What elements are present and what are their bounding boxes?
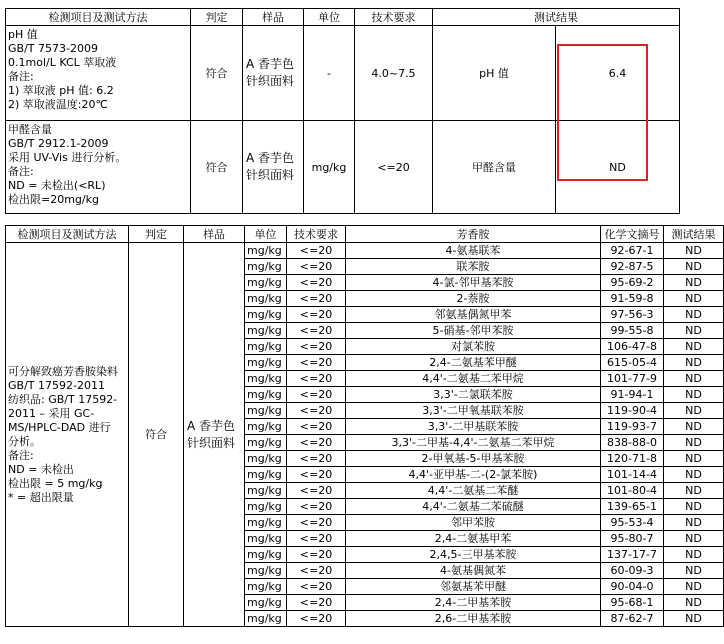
result-cell: ND	[664, 579, 724, 595]
header-result: 测试结果	[664, 226, 724, 243]
cas-cell: 838-88-0	[601, 435, 664, 451]
amine-cell: 4,4'-二氨基二苯醚	[346, 483, 601, 499]
sample-cell: A 香芋色针织面料	[184, 243, 245, 627]
result-cell: ND	[664, 611, 724, 627]
amine-cell: 2,4,5-三甲基苯胺	[346, 547, 601, 563]
amine-cell: 2,6-二甲基苯胺	[346, 611, 601, 627]
unit-cell: mg/kg	[245, 611, 287, 627]
requirement-cell: <=20	[287, 259, 346, 275]
header-method: 检测项目及测试方法	[6, 9, 191, 26]
amine-cell: 2-甲氧基-5-甲基苯胺	[346, 451, 601, 467]
table2-header-row	[6, 226, 724, 243]
amine-cell: 2-萘胺	[346, 291, 601, 307]
header-cas: 化学文摘号	[601, 226, 664, 243]
unit-cell: mg/kg	[245, 531, 287, 547]
method-line: ND = 未检出(<RL)	[8, 179, 106, 192]
method-line: 甲醛含量	[8, 123, 52, 136]
header-judgement: 判定	[129, 226, 184, 243]
method-line: 检出限 = 5 mg/kg	[8, 476, 103, 490]
unit-cell: mg/kg	[245, 579, 287, 595]
requirement-cell: <=20	[287, 355, 346, 371]
cas-cell: 106-47-8	[601, 339, 664, 355]
header-unit: 单位	[304, 9, 355, 26]
unit-cell: mg/kg	[245, 355, 287, 371]
cas-cell: 139-65-1	[601, 499, 664, 515]
unit-cell: mg/kg	[245, 323, 287, 339]
item-cell: pH 值	[433, 26, 556, 121]
result-cell: ND	[664, 259, 724, 275]
requirement-cell: <=20	[287, 243, 346, 259]
cas-cell: 101-14-4	[601, 467, 664, 483]
requirement-cell: <=20	[287, 595, 346, 611]
result-cell: ND	[664, 531, 724, 547]
unit-cell: mg/kg	[245, 483, 287, 499]
result-cell: ND	[664, 499, 724, 515]
method-line: MS/HPLC-DAD 进行	[8, 420, 111, 434]
requirement-cell: <=20	[287, 291, 346, 307]
unit-cell: mg/kg	[245, 515, 287, 531]
requirement-cell: <=20	[287, 547, 346, 563]
amine-cell: 4-氯-邻甲基苯胺	[346, 275, 601, 291]
aromatic-amine-table	[5, 225, 724, 627]
result-cell: ND	[556, 121, 680, 214]
requirement-cell: <=20	[287, 339, 346, 355]
method-line: 分析。	[8, 434, 41, 448]
amine-cell: 5-硝基-邻甲苯胺	[346, 323, 601, 339]
judgement-cell: 符合	[191, 121, 243, 214]
result-cell: ND	[664, 307, 724, 323]
result-cell: 6.4	[556, 26, 680, 121]
method-line: pH 值	[8, 28, 38, 41]
method-line: 2) 萃取液温度:20℃	[8, 98, 108, 111]
amine-cell: 2,4-二氨基苯甲醚	[346, 355, 601, 371]
unit-cell: mg/kg	[245, 419, 287, 435]
unit-cell: mg/kg	[245, 563, 287, 579]
result-cell: ND	[664, 467, 724, 483]
amine-cell: 邻氨基偶氮甲苯	[346, 307, 601, 323]
result-cell: ND	[664, 547, 724, 563]
requirement-cell: <=20	[287, 531, 346, 547]
judgement-cell: 符合	[191, 26, 243, 121]
requirement-cell: <=20	[287, 611, 346, 627]
method-line: 备注:	[8, 448, 34, 462]
header-sample: 样品	[243, 9, 304, 26]
cas-cell: 120-71-8	[601, 451, 664, 467]
cas-cell: 101-80-4	[601, 483, 664, 499]
method-cell	[6, 121, 191, 214]
cas-cell: 60-09-3	[601, 563, 664, 579]
cas-cell: 119-93-7	[601, 419, 664, 435]
result-cell: ND	[664, 515, 724, 531]
amine-cell: 3,3'-二氯联苯胺	[346, 387, 601, 403]
cas-cell: 92-67-1	[601, 243, 664, 259]
cas-cell: 87-62-7	[601, 611, 664, 627]
header-requirement: 技术要求	[355, 9, 433, 26]
unit-cell: mg/kg	[245, 499, 287, 515]
cas-cell: 101-77-9	[601, 371, 664, 387]
result-cell: ND	[664, 563, 724, 579]
requirement-cell: <=20	[287, 275, 346, 291]
result-cell: ND	[664, 419, 724, 435]
highlight-box	[557, 44, 648, 181]
method-line: 可分解致癌芳香胺染料	[8, 364, 118, 378]
requirement-cell: <=20	[287, 323, 346, 339]
requirement-cell: <=20	[355, 121, 433, 214]
unit-cell: mg/kg	[245, 243, 287, 259]
unit-cell: mg/kg	[245, 467, 287, 483]
result-cell: ND	[664, 371, 724, 387]
unit-cell: mg/kg	[304, 121, 355, 214]
requirement-cell: <=20	[287, 579, 346, 595]
result-cell: ND	[664, 323, 724, 339]
amine-cell: 邻甲苯胺	[346, 515, 601, 531]
amine-cell: 4,4'-二氨基二苯甲烷	[346, 371, 601, 387]
result-cell: ND	[664, 403, 724, 419]
header-judgement: 判定	[191, 9, 243, 26]
unit-cell: mg/kg	[245, 339, 287, 355]
amine-cell: 邻氨基苯甲醚	[346, 579, 601, 595]
amine-cell: 4,4'-二氨基二苯硫醚	[346, 499, 601, 515]
method-line: 1) 萃取液 pH 值: 6.2	[8, 84, 114, 97]
method-cell	[6, 26, 191, 121]
sample-cell: A 香芋色针织面料	[243, 121, 304, 214]
requirement-cell: <=20	[287, 499, 346, 515]
cas-cell: 95-69-2	[601, 275, 664, 291]
cas-cell: 92-87-5	[601, 259, 664, 275]
cas-cell: 137-17-7	[601, 547, 664, 563]
amine-cell: 4,4'-亚甲基-二-(2-氯苯胺)	[346, 467, 601, 483]
item-cell: 甲醛含量	[433, 121, 556, 214]
header-amine: 芳香胺	[346, 226, 601, 243]
method-line: 采用 UV-Vis 进行分析。	[8, 151, 127, 164]
requirement-cell: <=20	[287, 515, 346, 531]
method-line: GB/T 7573-2009	[8, 42, 98, 55]
requirement-cell: <=20	[287, 467, 346, 483]
amine-cell: 4-氨基偶氮苯	[346, 563, 601, 579]
table-row	[6, 243, 724, 259]
result-cell: ND	[664, 243, 724, 259]
unit-cell: mg/kg	[245, 275, 287, 291]
method-line: ND = 未检出	[8, 462, 74, 476]
method-line: 0.1mol/L KCL 萃取液	[8, 56, 117, 69]
amine-cell: 3,3'-二甲基-4,4'-二氨基二苯甲烷	[346, 435, 601, 451]
unit-cell: -	[304, 26, 355, 121]
unit-cell: mg/kg	[245, 595, 287, 611]
requirement-cell: 4.0~7.5	[355, 26, 433, 121]
requirement-cell: <=20	[287, 403, 346, 419]
cas-cell: 91-59-8	[601, 291, 664, 307]
requirement-cell: <=20	[287, 307, 346, 323]
amine-cell: 联苯胺	[346, 259, 601, 275]
cas-cell: 119-90-4	[601, 403, 664, 419]
sample-cell: A 香芋色针织面料	[243, 26, 304, 121]
amine-cell: 2,4-二甲基苯胺	[346, 595, 601, 611]
requirement-cell: <=20	[287, 387, 346, 403]
header-method: 检测项目及测试方法	[6, 226, 129, 243]
header-sample: 样品	[184, 226, 245, 243]
requirement-cell: <=20	[287, 435, 346, 451]
cas-cell: 615-05-4	[601, 355, 664, 371]
method-cell	[6, 243, 129, 627]
unit-cell: mg/kg	[245, 291, 287, 307]
amine-cell: 3,3'-二甲基联苯胺	[346, 419, 601, 435]
result-cell: ND	[664, 483, 724, 499]
header-unit: 单位	[245, 226, 287, 243]
header-requirement: 技术要求	[287, 226, 346, 243]
method-line: 纺织品: GB/T 17592-	[8, 392, 118, 406]
method-line: * = 超出限量	[8, 490, 74, 504]
unit-cell: mg/kg	[245, 307, 287, 323]
requirement-cell: <=20	[287, 563, 346, 579]
method-line: 备注:	[8, 70, 34, 83]
requirement-cell: <=20	[287, 483, 346, 499]
method-line: GB/T 2912.1-2009	[8, 137, 109, 150]
cas-cell: 99-55-8	[601, 323, 664, 339]
requirement-cell: <=20	[287, 451, 346, 467]
unit-cell: mg/kg	[245, 371, 287, 387]
method-line: 检出限=20mg/kg	[8, 193, 99, 206]
method-line: 2011 – 采用 GC-	[8, 406, 95, 420]
result-cell: ND	[664, 355, 724, 371]
unit-cell: mg/kg	[245, 259, 287, 275]
unit-cell: mg/kg	[245, 387, 287, 403]
amine-cell: 2,4-二氨基甲苯	[346, 531, 601, 547]
cas-cell: 90-04-0	[601, 579, 664, 595]
unit-cell: mg/kg	[245, 435, 287, 451]
result-cell: ND	[664, 291, 724, 307]
result-cell: ND	[664, 595, 724, 611]
amine-cell: 对氯苯胺	[346, 339, 601, 355]
cas-cell: 97-56-3	[601, 307, 664, 323]
requirement-cell: <=20	[287, 371, 346, 387]
unit-cell: mg/kg	[245, 547, 287, 563]
cas-cell: 95-53-4	[601, 515, 664, 531]
result-cell: ND	[664, 339, 724, 355]
method-line: GB/T 17592-2011	[8, 378, 105, 392]
result-cell: ND	[664, 275, 724, 291]
method-line: 备注:	[8, 165, 34, 178]
unit-cell: mg/kg	[245, 403, 287, 419]
table1-header-row	[6, 9, 680, 26]
cas-cell: 91-94-1	[601, 387, 664, 403]
requirement-cell: <=20	[287, 419, 346, 435]
judgement-cell: 符合	[129, 243, 184, 627]
result-cell: ND	[664, 435, 724, 451]
amine-cell: 4-氨基联苯	[346, 243, 601, 259]
amine-cell: 3,3'-二甲氧基联苯胺	[346, 403, 601, 419]
result-cell: ND	[664, 387, 724, 403]
cas-cell: 95-68-1	[601, 595, 664, 611]
header-result: 测试结果	[433, 9, 680, 26]
unit-cell: mg/kg	[245, 451, 287, 467]
cas-cell: 95-80-7	[601, 531, 664, 547]
result-cell: ND	[664, 451, 724, 467]
